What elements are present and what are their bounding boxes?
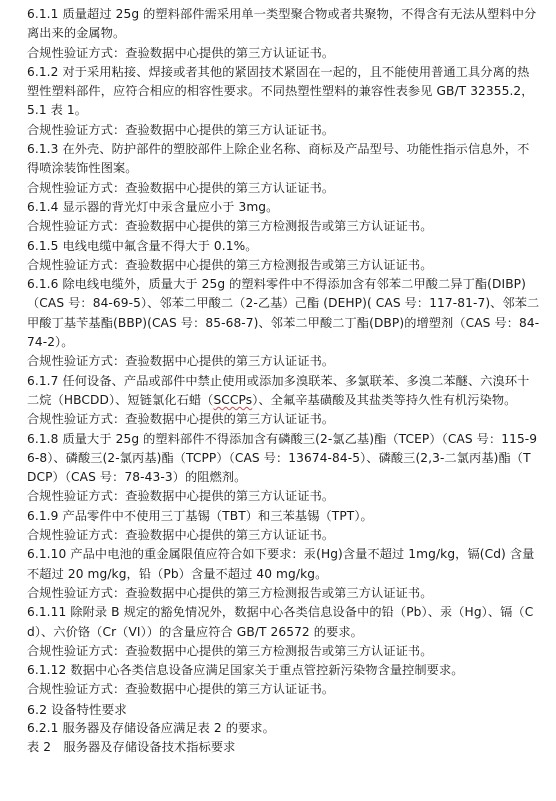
clause-6-1-11: 6.1.11 除附录 B 规定的豁免情况外，数据中心各类信息设备中的铅（Pb）、汞（Hg）、镉（Cd）、六价铬（Cr（VI））的含量应符合 GB/T 26572 的要求。 — [27, 605, 534, 639]
clause-6-1-3: 6.1.3 在外壳、防护部件的塑胶部件上除企业名称、商标及产品型号、功能性指示信息外，不得喷涂装饰性图案。 — [27, 142, 530, 176]
verification-method: 合规性验证方式：查验数据中心提供的第三方检测报告或第三方认证证书。 — [27, 219, 433, 234]
verification-method: 合规性验证方式：查验数据中心提供的第三方认证证书。 — [27, 122, 335, 137]
verification-method: 合规性验证方式：查验数据中心提供的第三方认证证书。 — [27, 45, 335, 60]
verification-method: 合规性验证方式：查验数据中心提供的第三方认证证书。 — [27, 412, 335, 427]
clause-6-1-6: 6.1.6 除电线电缆外，质量大于 25g 的塑料零件中不得添加含有邻苯二甲酸二异丁酯(DIBP)（CAS 号：84-69-5）、邻苯二甲酸二（2-乙基）己酯 (DEHP)( CAS 号：117-81-7)、邻苯二甲酸丁基苄基酯(BBP)(CAS 号：85-68-7)、邻苯二甲酸二丁酯(DBP)的增塑剂（CAS 号：84-74-2）。 — [27, 277, 540, 350]
verification-method: 合规性验证方式：查验数据中心提供的第三方认证证书。 — [27, 180, 335, 195]
verification-method: 合规性验证方式：查验数据中心提供的第三方认证证书。 — [27, 528, 335, 543]
clause-6-1-5: 6.1.5 电线电缆中氟含量不得大于 0.1%。 — [27, 238, 258, 253]
clause-6-1-4: 6.1.4 显示器的背光灯中汞含量应小于 3mg。 — [27, 199, 279, 214]
verification-method: 合规性验证方式：查验数据中心提供的第三方检测报告或第三方认证证书。 — [27, 643, 433, 658]
clause-6-1-9: 6.1.9 产品零件中不使用三丁基锡（TBT）和三苯基锡（TPT）。 — [27, 508, 373, 523]
clause-6-1-12: 6.1.12 数据中心各类信息设备应满足国家关于重点管控新污染物含量控制要求。 — [27, 663, 464, 678]
spellcheck-underline: SCCPs — [213, 392, 253, 407]
clause-6-2-1: 6.2.1 服务器及存储设备应满足表 2 的要求。 — [27, 720, 275, 735]
clause-6-1-8: 6.1.8 质量大于 25g 的塑料部件不得添加含有磷酸三(2-氯乙基)酯（TCEP）（CAS 号：115-96-8）、磷酸三(2-氯丙基)酯（TCPP）（CAS 号：13674-84-5）、磷酸三(2,3-二氯丙基)酯（TDCP）（CAS 号：78-43-3）的阻燃剂。 — [27, 431, 538, 485]
clause-6-1-2: 6.1.2 对于采用粘接、焊接或者其他的紧固技术紧固在一起的，且不能使用普通工具分离的热塑性塑料部件，应符合相应的相容性要求。不同热塑性塑料的兼容性表参见 GB/T 32355.2，5.1 表 1。 — [27, 64, 534, 118]
clause-6-1-1: 6.1.1 质量超过 25g 的塑料部件需采用单一类型聚合物或者共聚物，不得含有无法从塑料中分离出来的金属物。 — [27, 7, 537, 41]
table-caption: 表 2 服务器及存储设备技术指标要求 — [27, 740, 236, 755]
verification-method: 合规性验证方式：查验数据中心提供的第三方检测报告或第三方认证证书。 — [27, 585, 433, 600]
verification-method: 合规性验证方式：查验数据中心提供的第三方认证证书。 — [27, 354, 335, 369]
clause-6-1-10: 6.1.10 产品中电池的重金属限值应符合如下要求：汞(Hg)含量不超过 1mg/kg，镉(Cd) 含量不超过 20 mg/kg，铅（Pb）含量不超过 40 mg/kg。 — [27, 547, 535, 581]
section-heading-6-2: 6.2 设备特性要求 — [27, 701, 127, 717]
verification-method: 合规性验证方式：查验数据中心提供的第三方认证证书。 — [27, 682, 335, 697]
verification-method: 合规性验证方式：查验数据中心提供的第三方认证证书。 — [27, 489, 335, 504]
verification-method: 合规性验证方式：查验数据中心提供的第三方检测报告或第三方认证证书。 — [27, 257, 433, 272]
clause-6-1-7: 6.1.7 任何设备、产品或部件中禁止使用或添加多溴联苯、多氯联苯、多溴二苯醚、六溴环十二烷（HBCDD）、短链氯化石蜡（SCCPs）、全氟辛基磺酸及其盐类等持久性有机污染物。 — [27, 373, 530, 407]
